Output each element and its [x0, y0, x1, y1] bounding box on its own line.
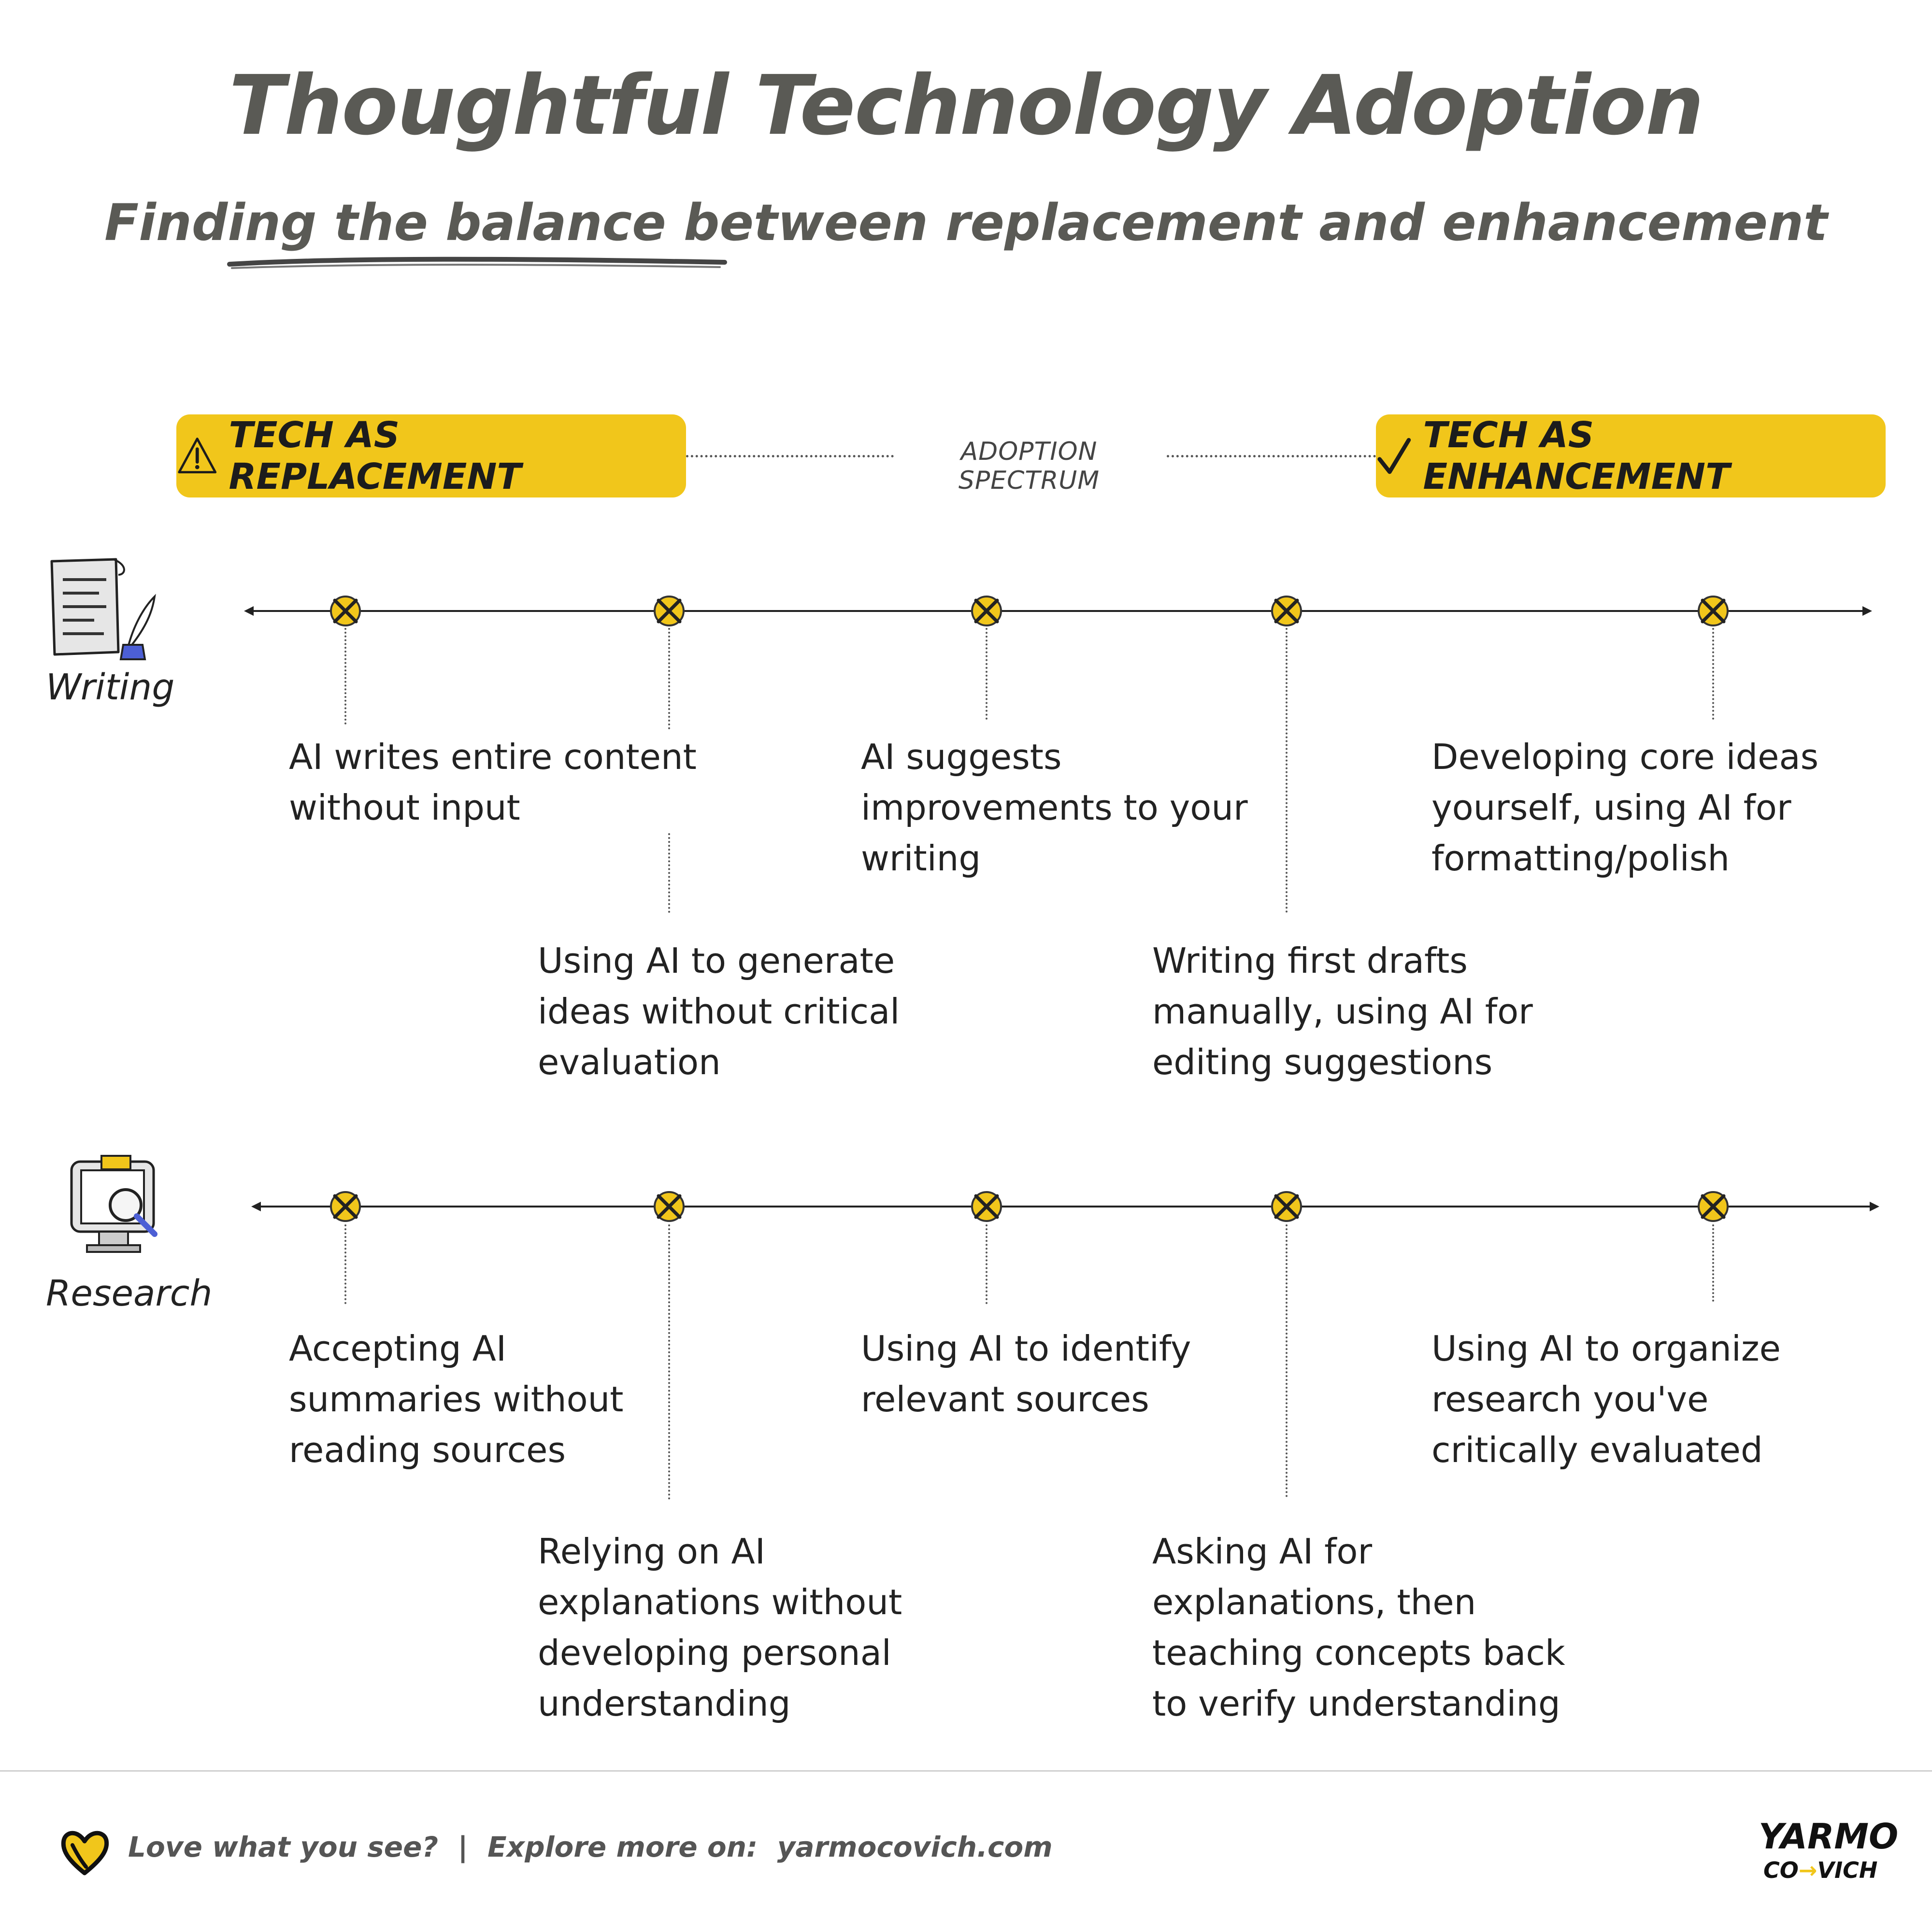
- spectrum-dotted-line-left: [686, 455, 894, 457]
- adoption-spectrum-label: ADOPTION SPECTRUM: [958, 437, 1100, 495]
- writing-item-4: Writing first drafts manually, using AI for editing suggestions: [1152, 940, 1533, 1082]
- research-connector-4: [1286, 1224, 1288, 1497]
- warning-icon: [176, 434, 218, 478]
- tech-as-replacement-badge: [176, 414, 686, 497]
- research-marker-4: [1267, 1187, 1306, 1226]
- writing-marker-3: [967, 592, 1006, 630]
- writing-connector-2a: [668, 628, 670, 729]
- writing-spectrum-axis: [242, 597, 1875, 625]
- footer-site-link[interactable]: yarmocovich.com: [777, 1831, 1053, 1863]
- footer-prompt: Love what you see?: [128, 1831, 439, 1863]
- footer-divider: [0, 1770, 1932, 1772]
- writing-connector-4: [1286, 628, 1288, 913]
- research-item-3: Using AI to identify relevant sources: [861, 1328, 1191, 1420]
- page-title: Thoughtful Technology Adoption: [229, 58, 1703, 154]
- research-item-2: Relying on AI explanations without developing personal understanding: [538, 1531, 902, 1724]
- writing-item-2: Using AI to generate ideas without critical evaluation: [538, 940, 900, 1082]
- writing-marker-4: [1267, 592, 1306, 630]
- research-connector-5: [1712, 1224, 1714, 1302]
- research-spectrum-axis: [249, 1192, 1882, 1221]
- row-label-research: Research: [46, 1273, 213, 1314]
- writing-connector-5: [1712, 628, 1714, 720]
- writing-marker-1: [326, 592, 365, 630]
- research-connector-1: [344, 1224, 346, 1304]
- writing-item-3: AI suggests improvements to your writing: [861, 737, 1248, 879]
- tech-as-enhancement-badge: [1376, 414, 1886, 497]
- research-item-5: Using AI to organize research you've critically evaluated: [1431, 1328, 1781, 1470]
- yarmocovich-logo-icon: YARMO CO→VICH: [1759, 1816, 1899, 1883]
- footer-cta: [128, 1831, 1053, 1863]
- checkmark-icon: [1376, 434, 1413, 478]
- spectrum-dotted-line-right: [1167, 455, 1376, 457]
- writing-connector-2b: [668, 833, 670, 913]
- research-marker-5: [1694, 1187, 1732, 1226]
- footer-separator: |: [458, 1831, 468, 1863]
- writing-connector-1: [344, 628, 346, 724]
- writing-connector-3: [986, 628, 987, 720]
- heart-icon: [58, 1826, 111, 1879]
- writing-marker-5: [1694, 592, 1732, 630]
- research-connector-3: [986, 1224, 987, 1304]
- paper-quill-icon: [46, 555, 162, 667]
- research-marker-1: [326, 1187, 365, 1226]
- tech-as-replacement-label: TECH AS REPLACEMENT: [229, 414, 521, 497]
- research-item-1: Accepting AI summaries without reading sources: [289, 1328, 624, 1470]
- research-marker-2: [650, 1187, 688, 1226]
- page-subtitle: Finding the balance between replacement and enhancement: [104, 193, 1828, 252]
- writing-marker-2: [650, 592, 688, 630]
- tech-as-enhancement-label: TECH AS ENHANCEMENT: [1423, 414, 1730, 497]
- computer-magnifier-icon: [63, 1152, 179, 1263]
- row-label-writing: Writing: [46, 667, 175, 708]
- research-connector-2: [668, 1224, 670, 1500]
- writing-item-5: Developing core ideas yourself, using AI for formatting/polish: [1431, 737, 1819, 879]
- research-marker-3: [967, 1187, 1006, 1226]
- subtitle-underline-stroke: [227, 254, 730, 273]
- footer-explore: Explore more on:: [487, 1831, 758, 1863]
- research-item-4: Asking AI for explanations, then teaching concepts back to verify understanding: [1152, 1531, 1565, 1724]
- writing-item-1: AI writes entire content without input: [289, 737, 697, 828]
